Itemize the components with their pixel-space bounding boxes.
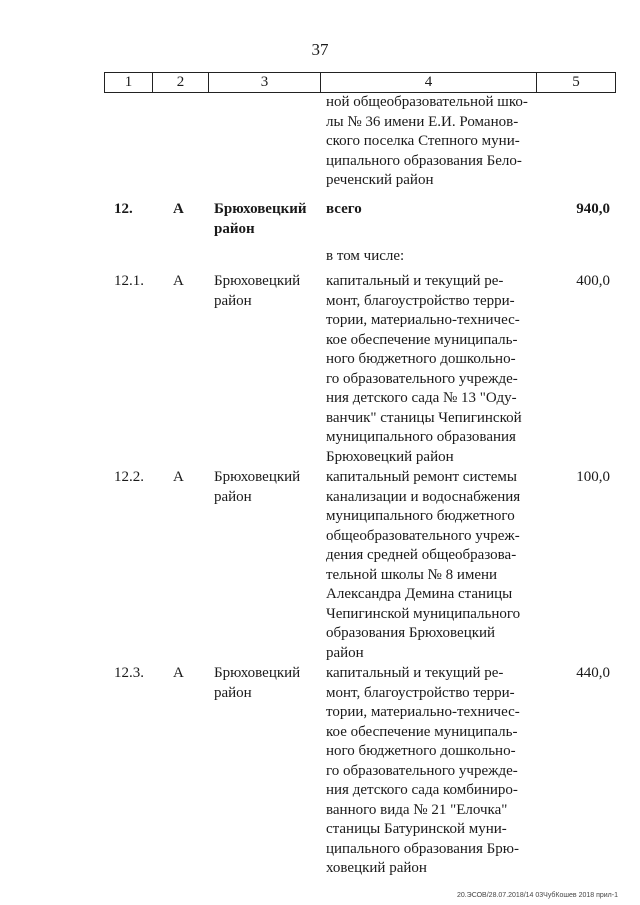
row-category: А <box>173 665 184 681</box>
text-line: го образовательного учрежде- <box>326 370 518 387</box>
row-district: Брюховецкий район <box>214 273 301 309</box>
row-description <box>326 200 532 220</box>
row-amount: 440,0 <box>576 665 610 681</box>
row-district: Брюховецкий район <box>214 665 301 701</box>
row-description <box>326 468 532 663</box>
row-category: А <box>173 273 184 289</box>
text-line: реченский район <box>326 172 434 188</box>
text-line: канализации и водоснабжения <box>326 488 521 505</box>
text-line: общеобразовательного учреж- <box>326 527 520 544</box>
row-amount: 100,0 <box>576 469 610 485</box>
row-number: 12.1. <box>114 273 144 289</box>
text-line: капитальный и текущий ре- <box>326 273 504 289</box>
text-line: тельной школы № 8 имени <box>326 566 498 583</box>
text-line: ного бюджетного дошкольно- <box>326 351 516 367</box>
row-category: А <box>173 201 184 217</box>
row-district: Брюховецкий район <box>214 201 307 237</box>
text-line: го образовательного учрежде- <box>326 762 518 779</box>
text-line: кое обеспечение муниципаль- <box>326 331 518 348</box>
text-line: всего <box>326 201 362 217</box>
text-line: Александра Демина станицы <box>326 586 513 602</box>
text-line: ного бюджетного дошкольно- <box>326 743 516 759</box>
row-district: Брюховецкий район <box>214 469 301 505</box>
text-line: ния детского сада комбиниро- <box>326 782 518 798</box>
row-description <box>326 272 532 467</box>
text-line: Чепигинской муниципального <box>326 605 521 622</box>
text-line: муниципального бюджетного <box>326 508 515 524</box>
text-line: тории, материально-техничес- <box>326 312 520 328</box>
page-number: 37 <box>311 40 329 59</box>
column-header-4: 4 <box>321 73 537 92</box>
row-number: 12.2. <box>114 469 144 485</box>
row-number: 12.3. <box>114 665 144 681</box>
continuation-text <box>326 93 532 191</box>
text-line: тории, материально-техничес- <box>326 704 520 720</box>
text-line: ния детского сада № 13 "Оду- <box>326 390 517 406</box>
column-header-3: 3 <box>209 73 321 92</box>
text-line: муниципального образования <box>326 429 516 445</box>
text-line: ховецкий район <box>326 860 427 876</box>
text-line: лы № 36 имени Е.И. Романов- <box>326 113 519 130</box>
text-line: кое обеспечение муниципаль- <box>326 723 518 740</box>
text-line: образования Брюховецкий <box>326 625 496 641</box>
column-header-5: 5 <box>572 74 580 90</box>
column-header-row <box>104 72 616 93</box>
column-header-1: 1 <box>105 73 153 92</box>
text-line: капитальный ремонт системы <box>326 469 517 485</box>
footer-document-code: 20.ЭСОВ/28.07.2018/14 03ЧубКошев 2018 прил-1 <box>456 892 618 899</box>
text-line: монт, благоустройство терри- <box>326 684 515 701</box>
text-line: ванного вида № 21 "Елочка" <box>326 801 508 818</box>
row-description <box>326 664 532 879</box>
text-line: в том числе: <box>326 248 405 264</box>
text-line: монт, благоустройство терри- <box>326 292 515 309</box>
text-line: Брюховецкий район <box>326 448 454 465</box>
row-description <box>326 247 532 267</box>
text-line: ной общеобразовательной шко- <box>326 94 528 110</box>
row-amount: 400,0 <box>576 273 610 289</box>
text-line: ципального образования Бело- <box>326 152 522 169</box>
text-line: ципального образования Брю- <box>326 840 519 857</box>
text-line: район <box>326 644 364 661</box>
text-line: капитальный и текущий ре- <box>326 665 504 681</box>
row-amount: 940,0 <box>576 201 610 217</box>
text-line: дения средней общеобразова- <box>326 547 517 563</box>
text-line: ванчик" станицы Чепигинской <box>326 409 522 426</box>
column-header-2: 2 <box>153 73 209 92</box>
text-line: ского поселка Степного муни- <box>326 133 520 149</box>
row-category: А <box>173 469 184 485</box>
row-number: 12. <box>114 201 133 217</box>
text-line: станицы Батуринской муни- <box>326 821 507 837</box>
